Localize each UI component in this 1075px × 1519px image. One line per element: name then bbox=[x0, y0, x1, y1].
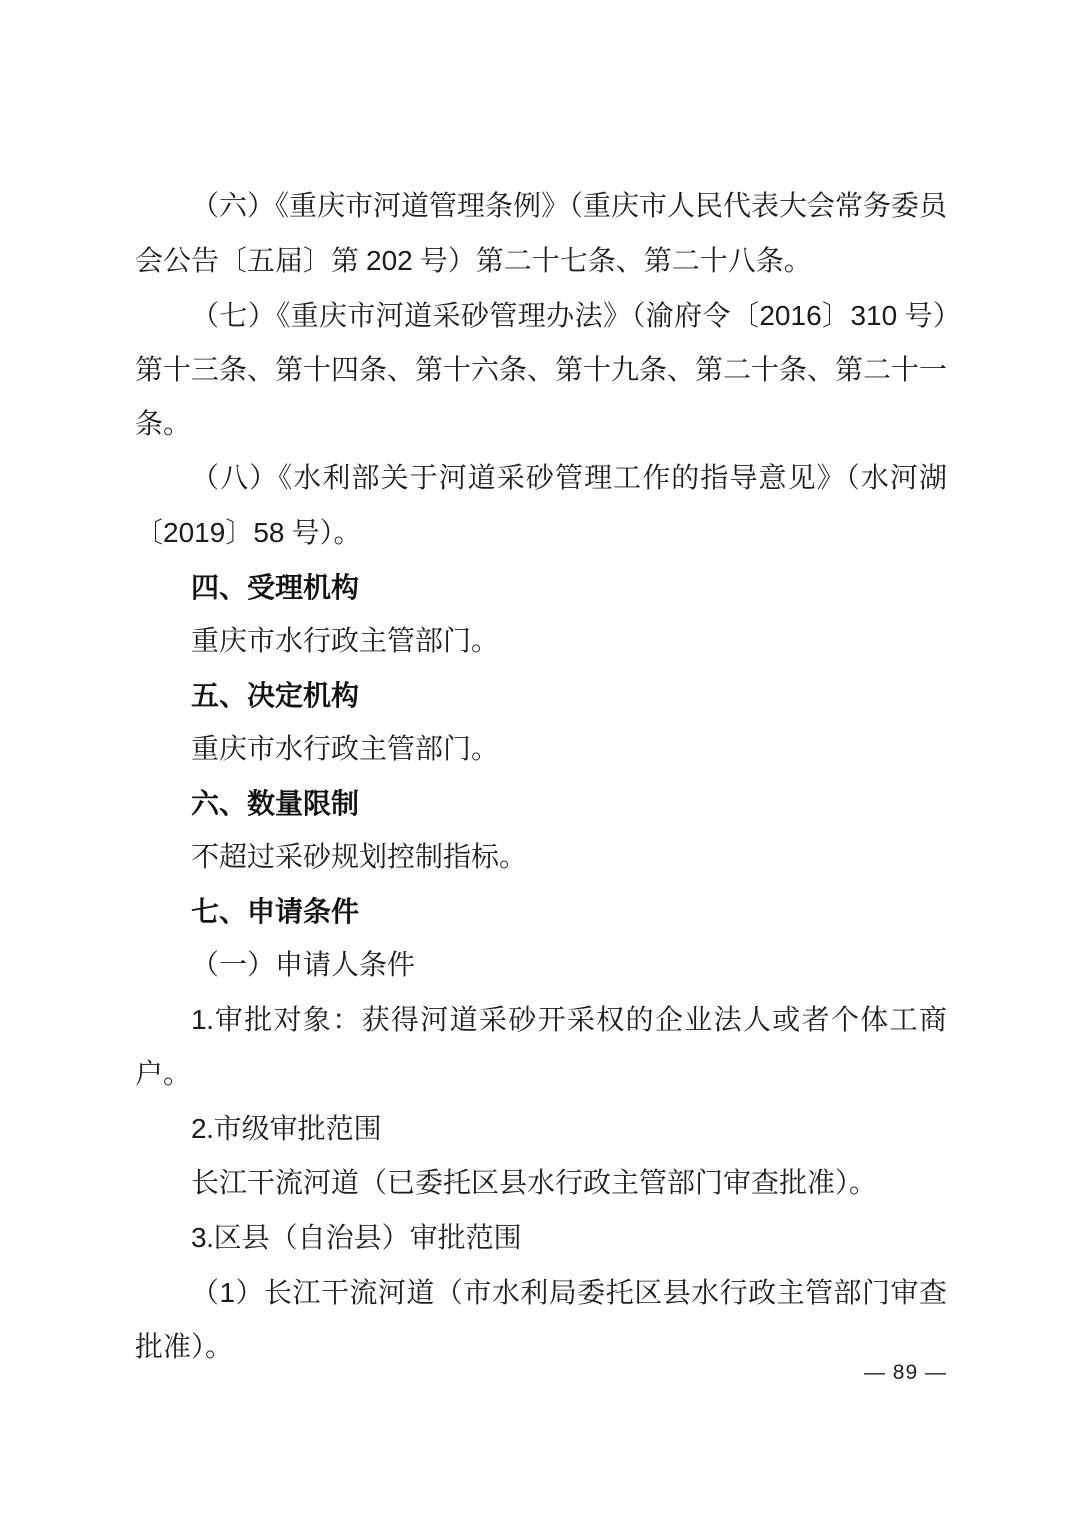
page-number: — 89 — bbox=[863, 1361, 947, 1384]
para-approval-target: 1.审批对象：获得河道采砂开采权的企业法人或者个体工商户。 bbox=[135, 1004, 947, 1090]
heading-section-4-accepting-authority: 四、受理机构 bbox=[191, 572, 360, 603]
para-legal-basis-item-8: （八）《水利部关于河道采砂管理工作的指导意见》（水河湖〔2019〕58 号）。 bbox=[135, 463, 947, 549]
para-deciding-authority: 重庆市水行政主管部门。 bbox=[191, 734, 500, 765]
para-county-scope-item-1: （1）长江干流河道（市水利局委托区县水行政主管部门审查批准）。 bbox=[135, 1277, 947, 1363]
heading-section-7-application-conditions: 七、申请条件 bbox=[191, 896, 360, 927]
heading-section-6-quantity-limit: 六、数量限制 bbox=[191, 788, 360, 819]
para-legal-basis-item-6: （六）《重庆市河道管理条例》（重庆市人民代表大会常务委员会公告〔五届〕第 202 号）第二十七条、第二十八条。 bbox=[135, 191, 948, 277]
para-city-scope: 长江干流河道（已委托区县水行政主管部门审查批准）。 bbox=[191, 1168, 878, 1199]
document-body bbox=[135, 180, 947, 1375]
para-quantity-limit: 不超过采砂规划控制指标。 bbox=[191, 842, 528, 873]
para-accepting-authority: 重庆市水行政主管部门。 bbox=[191, 626, 500, 657]
para-county-scope-title: 3.区县（自治县）审批范围 bbox=[191, 1222, 522, 1254]
para-legal-basis-item-7: （七）《重庆市河道采砂管理办法》（渝府令〔2016〕310 号）第十三条、第十四条、第十六条、第十九条、第二十条、第二十一条。 bbox=[135, 300, 948, 440]
heading-section-5-deciding-authority: 五、决定机构 bbox=[191, 680, 360, 711]
para-city-scope-title: 2.市级审批范围 bbox=[191, 1113, 382, 1145]
para-applicant-conditions-title: （一）申请人条件 bbox=[191, 950, 416, 981]
